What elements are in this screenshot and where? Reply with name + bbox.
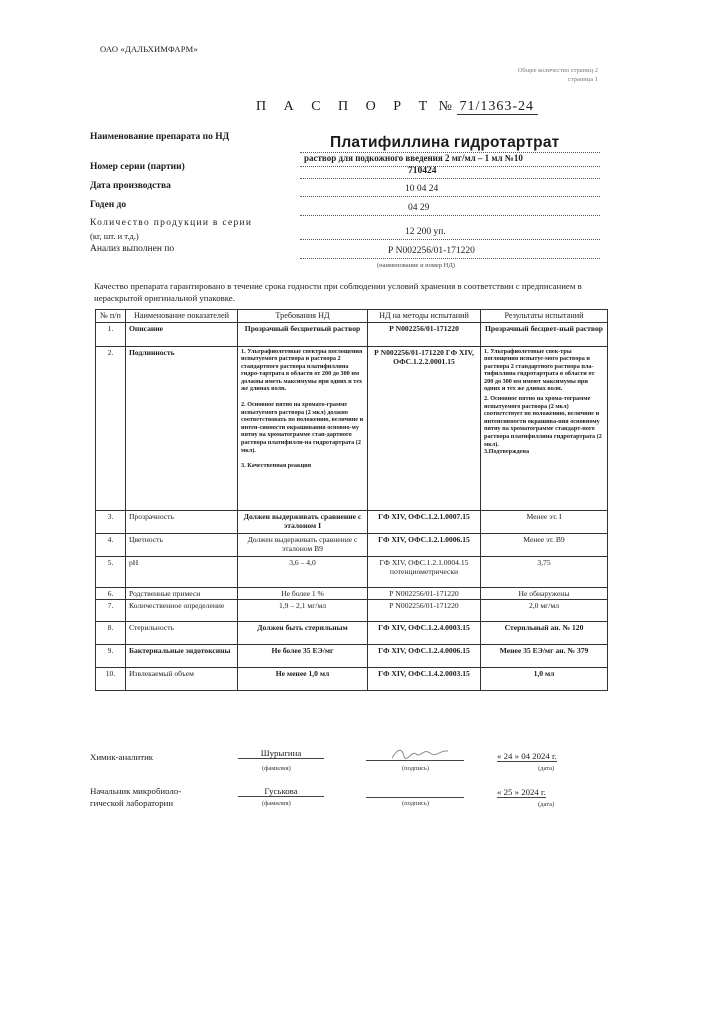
- row-result: Стерильный ан. № 120: [481, 621, 608, 644]
- passport-title: [256, 99, 538, 115]
- row-result: 3,75: [481, 556, 608, 587]
- row-name: Количественное определение: [126, 599, 238, 621]
- row-name: Стерильность: [126, 621, 238, 644]
- chemist-date: « 24 » 04 2024 г.: [497, 751, 557, 761]
- table-row: [96, 667, 608, 690]
- quantity-underline: [300, 239, 600, 240]
- row-result: [481, 346, 608, 510]
- head-signature-caption: (подпись): [402, 800, 429, 807]
- analysis-underline: [300, 258, 600, 259]
- chemist-signature: [390, 744, 450, 762]
- row-requirement: Не более 35 ЕЭ/мг: [238, 644, 368, 667]
- row-result: 1,0 мл: [481, 667, 608, 690]
- row-method: ГФ XIV, ОФС.1.2.4.0003.15: [368, 621, 481, 644]
- expiry-label: Годен до: [90, 200, 127, 210]
- table-row: [96, 346, 608, 510]
- row-method: ГФ XIV, ОФС.1.2.4.0006.15: [368, 644, 481, 667]
- row-method: Р N002256/01-171220: [368, 599, 481, 621]
- page-count-total: Общее количество страниц 2: [517, 67, 598, 74]
- table-row: [96, 510, 608, 533]
- row-number: 6.: [96, 587, 126, 599]
- analysis-value: Р N002256/01-171220: [388, 246, 475, 256]
- header-name: Наименование показателей: [126, 310, 238, 323]
- row-requirement: Прозрачный бесцветный раствор: [238, 322, 368, 346]
- quantity-value: 12 200 уп.: [405, 227, 446, 237]
- quantity-label: Количество продукции в серии: [90, 218, 253, 228]
- header-number: № п/п: [96, 310, 126, 323]
- row-method: ГФ XIV, ОФС.1.4.2.0003.15: [368, 667, 481, 690]
- row-name: Цветность: [126, 533, 238, 556]
- quantity-label-units: (кг, шт. и т.д.): [90, 231, 139, 241]
- head-signature-line: [366, 797, 464, 798]
- row-name: Прозрачность: [126, 510, 238, 533]
- row-method: ГФ XIV, ОФС.1.2.1.0007.15: [368, 510, 481, 533]
- row-number: 1.: [96, 322, 126, 346]
- chemist-name: Шурыгина: [238, 748, 324, 759]
- requirement-reaction: 3. Качественная реакция: [241, 462, 312, 470]
- row-requirement: Должен быть стерильным: [238, 621, 368, 644]
- drug-form: раствор для подкожного введения 2 мг/мл – 1 мл №10: [304, 153, 523, 163]
- number-sign: №: [438, 99, 453, 114]
- table-row: [96, 587, 608, 599]
- result-reaction: 3.Подтверждена: [484, 448, 530, 456]
- row-number: 9.: [96, 644, 126, 667]
- table-header-row: [96, 310, 608, 323]
- table-row: [96, 599, 608, 621]
- header-method: НД на методы испытаний: [368, 310, 481, 323]
- row-result: Не обнаружены: [481, 587, 608, 599]
- table-row: [96, 556, 608, 587]
- production-label: Дата производства: [90, 181, 171, 191]
- row-number: 4.: [96, 533, 126, 556]
- row-method: Р N002256/01-171220: [368, 322, 481, 346]
- row-number: 8.: [96, 621, 126, 644]
- row-name: pH: [126, 556, 238, 587]
- row-requirement: 1,9 – 2,1 мг/мл: [238, 599, 368, 621]
- chemist-role: Химик-аналитик: [90, 752, 154, 762]
- analysis-label: Анализ выполнен по: [90, 244, 175, 254]
- row-requirement: Должен выдерживать сравнение с эталоном I: [238, 510, 368, 533]
- passport-number: 71/1363-24: [457, 99, 538, 115]
- head-role-2: гической лаборатории: [90, 798, 174, 808]
- series-underline: [300, 178, 600, 179]
- drug-name: Платифиллина гидротартрат: [330, 134, 560, 151]
- drug-form-underline: [300, 166, 600, 167]
- expiry-underline: [300, 215, 600, 216]
- page-count-current: страница 1: [567, 76, 598, 83]
- row-number: 5.: [96, 556, 126, 587]
- head-name: Гуськова: [238, 786, 324, 797]
- row-number: 2.: [96, 346, 126, 510]
- production-value: 10 04 24: [405, 184, 439, 194]
- head-name-caption: (фамилия): [262, 800, 291, 807]
- row-requirement: [238, 346, 368, 510]
- row-method: ГФ XIV, ОФС.1.2.1.0006.15: [368, 533, 481, 556]
- row-result: Менее эт. В9: [481, 533, 608, 556]
- row-requirement: Не более 1 %: [238, 587, 368, 599]
- requirement-chromatography: 2. Основное пятно на хромато-грамме испытуемого раствора (2 мкл) должно соответствовать по положению, величине и интен-сивности окрашивания основно-му пятну на хроматограмме стан-дартного раствора платифилли-на гидротартрата (2 мкл).: [241, 401, 364, 454]
- series-value: 710424: [408, 166, 437, 176]
- series-label: Номер серии (партии): [90, 162, 185, 172]
- head-date-caption: (дата): [538, 801, 555, 808]
- row-requirement: Не менее 1,0 мл: [238, 667, 368, 690]
- analysis-hint: (наименование и номер НД): [377, 262, 455, 269]
- table-row: [96, 533, 608, 556]
- row-number: 10.: [96, 667, 126, 690]
- results-table: [95, 309, 608, 691]
- requirement-uv: 1. Ультрафиолетовые спектры поглощения испытуемого раствора и раствора 2 стандартного раствора платифиллина гидро-тартрата в области от 200 до 300 нм должны иметь максимумы при одних и тех же длинах волн.: [241, 347, 363, 393]
- row-result: Прозрачный бесцвет-ный раствор: [481, 322, 608, 346]
- row-name: Родственные примеси: [126, 587, 238, 599]
- row-number: 3.: [96, 510, 126, 533]
- header-requirement: Требования НД: [238, 310, 368, 323]
- page-count: [508, 66, 598, 84]
- expiry-value: 04 29: [408, 203, 430, 213]
- passport-word: П А С П О Р Т: [256, 99, 435, 114]
- production-underline: [300, 196, 600, 197]
- row-requirement: Должен выдерживать сравнение с эталоном В9: [238, 533, 368, 556]
- row-result: Менее эт. I: [481, 510, 608, 533]
- row-method: Р N002256/01-171220: [368, 587, 481, 599]
- head-date: « 25 » 2024 г.: [497, 787, 546, 797]
- table-row: [96, 644, 608, 667]
- chemist-signature-caption: (подпись): [402, 765, 429, 772]
- company-name: ОАО «ДАЛЬХИМФАРМ»: [100, 44, 198, 54]
- row-name: Извлекаемый объем: [126, 667, 238, 690]
- header-result: Результаты испытаний: [481, 310, 608, 323]
- row-method: ГФ XIV, ОФС.1.2.1.0004.15 потенциометрически: [368, 556, 481, 587]
- row-result: 2,0 мг/мл: [481, 599, 608, 621]
- quality-note: Качество препарата гарантировано в течение срока годности при соблюдении условий хранения в соответствии с предписанием в нераскрытой оригинальной упаковке.: [94, 281, 582, 303]
- row-name: Подлинность: [126, 346, 238, 510]
- row-name: Бактериальные эндотоксины: [126, 644, 238, 667]
- row-result: Менее 35 ЕЭ/мг ан. № 379: [481, 644, 608, 667]
- row-method: Р N002256/01-171220 ГФ XIV, ОФС.1.2.2.0001.15: [368, 346, 481, 510]
- row-name: Описание: [126, 322, 238, 346]
- row-requirement: 3,6 – 4,0: [238, 556, 368, 587]
- chemist-name-caption: (фамилия): [262, 765, 291, 772]
- result-uv: 1. Ультрафиолетовые спек-тры поглощения испытуе-мого раствора и раствора 2 стандартного раствора пла-тифиллина гидротартрата в области от 200 до 300 нм имеют максимумы при одних и тех же длинах волн.: [484, 347, 595, 393]
- table-row: [96, 322, 608, 346]
- head-role: Начальник микробиоло-: [90, 786, 182, 796]
- row-number: 7.: [96, 599, 126, 621]
- table-row: [96, 621, 608, 644]
- chemist-date-caption: (дата): [538, 765, 555, 772]
- result-chromatography: 2. Основное пятно на хрома-тограмме испытуемого раствора (2 мкл) соответствует по положению, величине и интенсивности окрашива-ния основному пятну на хроматограмме стандарт-ного раствора платифиллина гидротартрата (2 мкл).: [484, 395, 602, 448]
- drug-name-label: Наименование препарата по НД: [90, 132, 230, 142]
